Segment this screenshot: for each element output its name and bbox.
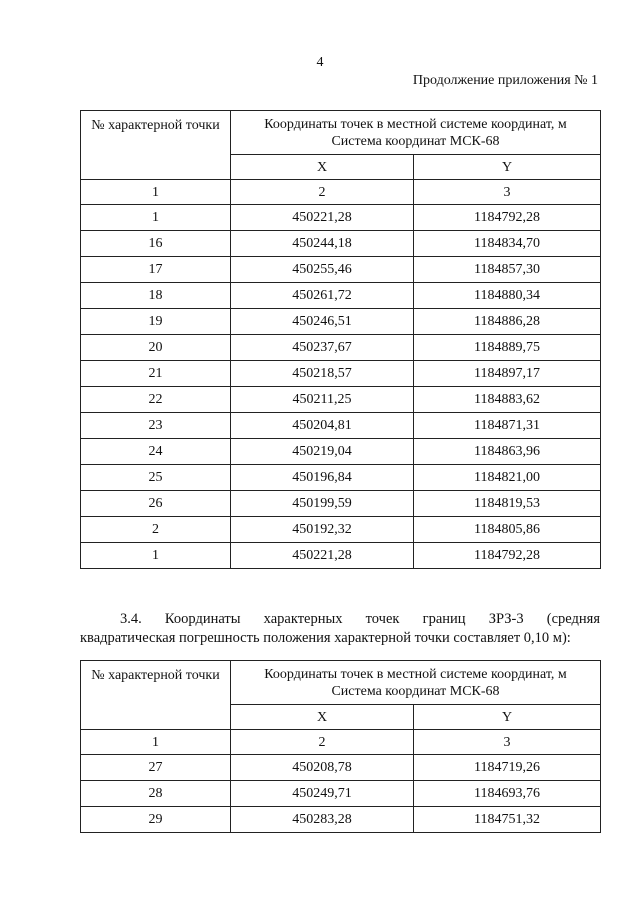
cell-x: 450199,59 (231, 491, 414, 517)
table-row (81, 755, 601, 781)
cell-point-number: 23 (81, 413, 231, 439)
cell-point-number: 26 (81, 491, 231, 517)
cell-y: 1184792,28 (414, 205, 601, 231)
cell-y: 1184863,96 (414, 439, 601, 465)
page-number: 4 (316, 55, 324, 70)
cell-point-number: 28 (81, 781, 231, 807)
header-x: X (231, 705, 414, 730)
table-row (81, 283, 601, 309)
table-row (81, 231, 601, 257)
cell-x: 450192,32 (231, 517, 414, 543)
cell-x: 450208,78 (231, 755, 414, 781)
header-point-number: № характерной точки (81, 661, 231, 730)
table-row (81, 257, 601, 283)
cell-point-number: 16 (81, 231, 231, 257)
cell-x: 450221,28 (231, 205, 414, 231)
cell-y: 1184751,32 (414, 807, 601, 833)
table-row (81, 309, 601, 335)
header-coordinates-line1: Координаты точек в местной системе координат, м (264, 116, 567, 132)
cell-y: 1184883,62 (414, 387, 601, 413)
header-coordinates (231, 661, 601, 705)
header-col-number-1: 1 (81, 180, 231, 205)
cell-point-number: 25 (81, 465, 231, 491)
header-col-number-1: 1 (81, 730, 231, 755)
cell-x: 450196,84 (231, 465, 414, 491)
table-1-body (81, 205, 601, 569)
cell-point-number: 20 (81, 335, 231, 361)
table-row (81, 205, 601, 231)
cell-y: 1184792,28 (414, 543, 601, 569)
header-col-number-3: 3 (414, 730, 601, 755)
cell-x: 450261,72 (231, 283, 414, 309)
cell-point-number: 1 (81, 543, 231, 569)
cell-x: 450221,28 (231, 543, 414, 569)
coordinates-table-1 (80, 110, 601, 569)
cell-y: 1184871,31 (414, 413, 601, 439)
cell-point-number: 21 (81, 361, 231, 387)
appendix-continuation-label: Продолжение приложения № 1 (412, 73, 598, 88)
cell-point-number: 22 (81, 387, 231, 413)
cell-y: 1184886,28 (414, 309, 601, 335)
table-row (81, 439, 601, 465)
header-coordinates-line2: Система координат МСК-68 (331, 683, 500, 699)
cell-x: 450244,18 (231, 231, 414, 257)
cell-point-number: 18 (81, 283, 231, 309)
cell-point-number: 2 (81, 517, 231, 543)
table-row (81, 517, 601, 543)
table-row (81, 413, 601, 439)
table-2-body (81, 755, 601, 833)
header-col-number-2: 2 (231, 180, 414, 205)
section-line-1: 3.4. Координаты характерных точек границ ЗРЗ-3 (средняя (120, 611, 600, 627)
cell-y: 1184821,00 (414, 465, 601, 491)
cell-y: 1184897,17 (414, 361, 601, 387)
cell-y: 1184693,76 (414, 781, 601, 807)
cell-y: 1184805,86 (414, 517, 601, 543)
table-row (81, 543, 601, 569)
table-row (81, 465, 601, 491)
cell-x: 450237,67 (231, 335, 414, 361)
table-row (81, 335, 601, 361)
cell-x: 450246,51 (231, 309, 414, 335)
section-3-4-paragraph (80, 610, 600, 648)
cell-point-number: 17 (81, 257, 231, 283)
coordinates-table-2 (80, 660, 601, 833)
section-line-2: квадратическая погрешность положения характерной точки составляет 0,10 м): (80, 630, 571, 646)
cell-y: 1184880,34 (414, 283, 601, 309)
cell-x: 450283,28 (231, 807, 414, 833)
cell-x: 450218,57 (231, 361, 414, 387)
cell-point-number: 27 (81, 755, 231, 781)
cell-x: 450249,71 (231, 781, 414, 807)
header-coordinates-line1: Координаты точек в местной системе координат, м (264, 666, 567, 682)
header-point-number: № характерной точки (81, 111, 231, 180)
cell-y: 1184834,70 (414, 231, 601, 257)
cell-x: 450255,46 (231, 257, 414, 283)
header-x: X (231, 155, 414, 180)
table-row (81, 807, 601, 833)
cell-x: 450219,04 (231, 439, 414, 465)
table-row (81, 491, 601, 517)
header-col-number-3: 3 (414, 180, 601, 205)
cell-point-number: 24 (81, 439, 231, 465)
cell-x: 450204,81 (231, 413, 414, 439)
cell-y: 1184819,53 (414, 491, 601, 517)
cell-point-number: 1 (81, 205, 231, 231)
cell-y: 1184889,75 (414, 335, 601, 361)
header-coordinates-line2: Система координат МСК-68 (331, 133, 500, 149)
header-coordinates (231, 111, 601, 155)
header-y: Y (414, 155, 601, 180)
cell-x: 450211,25 (231, 387, 414, 413)
cell-y: 1184857,30 (414, 257, 601, 283)
header-y: Y (414, 705, 601, 730)
cell-y: 1184719,26 (414, 755, 601, 781)
header-col-number-2: 2 (231, 730, 414, 755)
cell-point-number: 19 (81, 309, 231, 335)
table-row (81, 781, 601, 807)
table-row (81, 361, 601, 387)
cell-point-number: 29 (81, 807, 231, 833)
table-row (81, 387, 601, 413)
